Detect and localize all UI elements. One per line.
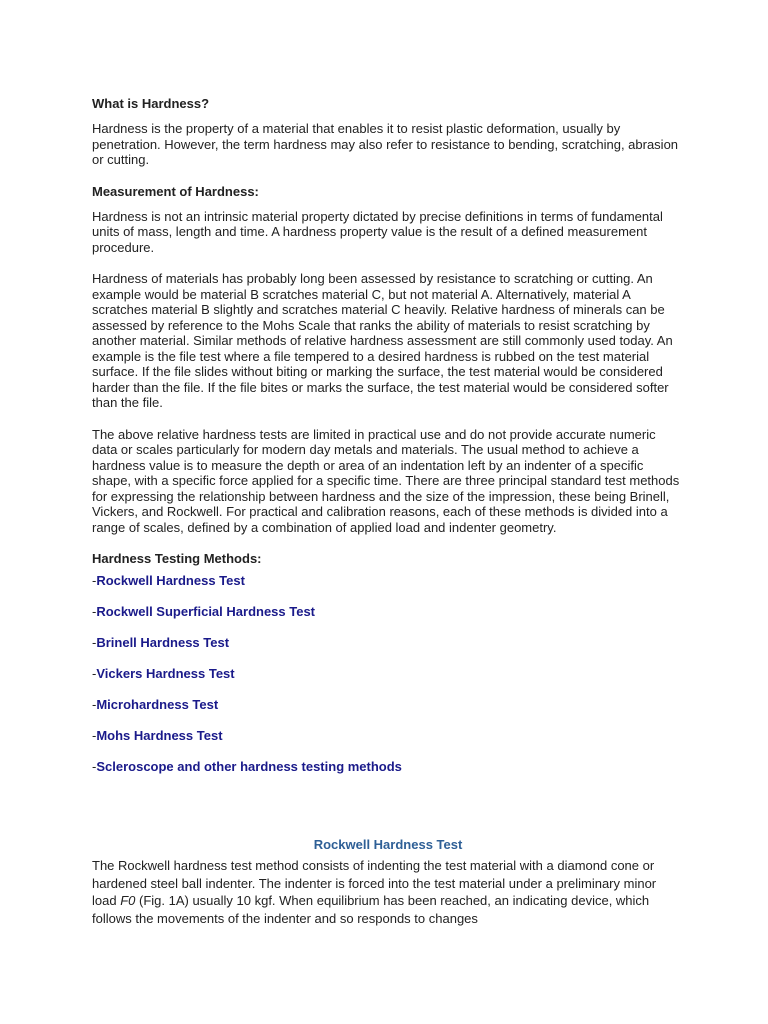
method-dash: - [92,728,97,743]
rockwell-test-link[interactable]: Rockwell Hardness Test [96,573,245,588]
rockwell-body-after: (Fig. 1A) usually 10 kgf. When equilibrium has been reached, an indicating device, which follows the movements of the indenter and so responds to changes [92,893,650,926]
method-item [92,697,684,713]
method-item [92,666,684,682]
method-dash: - [92,573,97,588]
method-dash: - [92,759,97,774]
method-item [92,573,684,589]
document-page [92,96,684,927]
method-dash: - [92,635,97,650]
what-is-hardness-heading: What is Hardness? [92,96,210,111]
method-item [92,728,684,744]
method-dash: - [92,666,97,681]
measurement-heading: Measurement of Hardness: [92,183,259,199]
methods-title: Hardness Testing Methods: [92,551,262,566]
load-symbol: F0 [120,893,136,908]
microhardness-test-link[interactable]: Microhardness Test [96,697,219,712]
what-is-hardness-body: Hardness is the property of a material that enables it to resist plastic deformation, usually by penetration. However, the term hardness may also refer to resistance to bending, scratching, abrasion or cutting. [92,121,679,167]
method-dash: - [92,604,97,619]
scleroscope-test-link[interactable]: Scleroscope and other hardness testing methods [96,759,402,774]
measurement-paragraph-2: Hardness of materials has probably long been assessed by resistance to scratching or cutting. An example would be material B scratches material C, but not material A. Alternatively, material A scratches material B slightly and scratches material C heavily. Relative hardness of minerals can be assessed by reference to the Mohs Scale that ranks the ability of materials to resist scratching by another material. Similar methods of relative hardness assessment are still commonly used today. An example is the file test where a file tempered to a desired hardness is rubbed on the test material surface. If the file slides without biting or marking the surface, the test material would be considered harder than the file. If the file bites or marks the surface, the test material would be considered softer than the file. [92,271,673,410]
method-item [92,604,684,620]
brinell-test-link[interactable]: Brinell Hardness Test [96,635,230,650]
measurement-paragraph-3: The above relative hardness tests are limited in practical use and do not provide accurate numeric data or scales particularly for modern day metals and materials. The usual method to achieve a hardness value is to measure the depth or area of an indentation left by an indenter of a specific shape, with a specific force applied for a specific time. There are three principal standard test methods for expressing the relationship between hardness and the size of the impression, these being Brinell, Vickers, and Rockwell. For practical and calibration reasons, each of these methods is divided into a range of scales, defined by a combination of applied load and indenter geometry. [92,426,680,535]
rockwell-section-title: Rockwell Hardness Test [313,837,463,852]
method-item [92,635,684,651]
mohs-test-link[interactable]: Mohs Hardness Test [96,728,223,743]
rockwell-superficial-test-link[interactable]: Rockwell Superficial Hardness Test [96,604,316,619]
vickers-test-link[interactable]: Vickers Hardness Test [96,666,235,681]
method-dash: - [92,697,97,712]
rockwell-section-body [92,857,684,927]
rockwell-body-before: The Rockwell hardness test method consists of indenting the test material with a diamond cone or hardened steel ball indenter. The indenter is forced into the test material under a preliminary minor load [92,858,657,908]
measurement-paragraph-1: Hardness is not an intrinsic material property dictated by precise definitions in terms of fundamental units of mass, length and time. A hardness property value is the result of a defined measurement procedure. [92,208,663,255]
method-item [92,759,684,775]
